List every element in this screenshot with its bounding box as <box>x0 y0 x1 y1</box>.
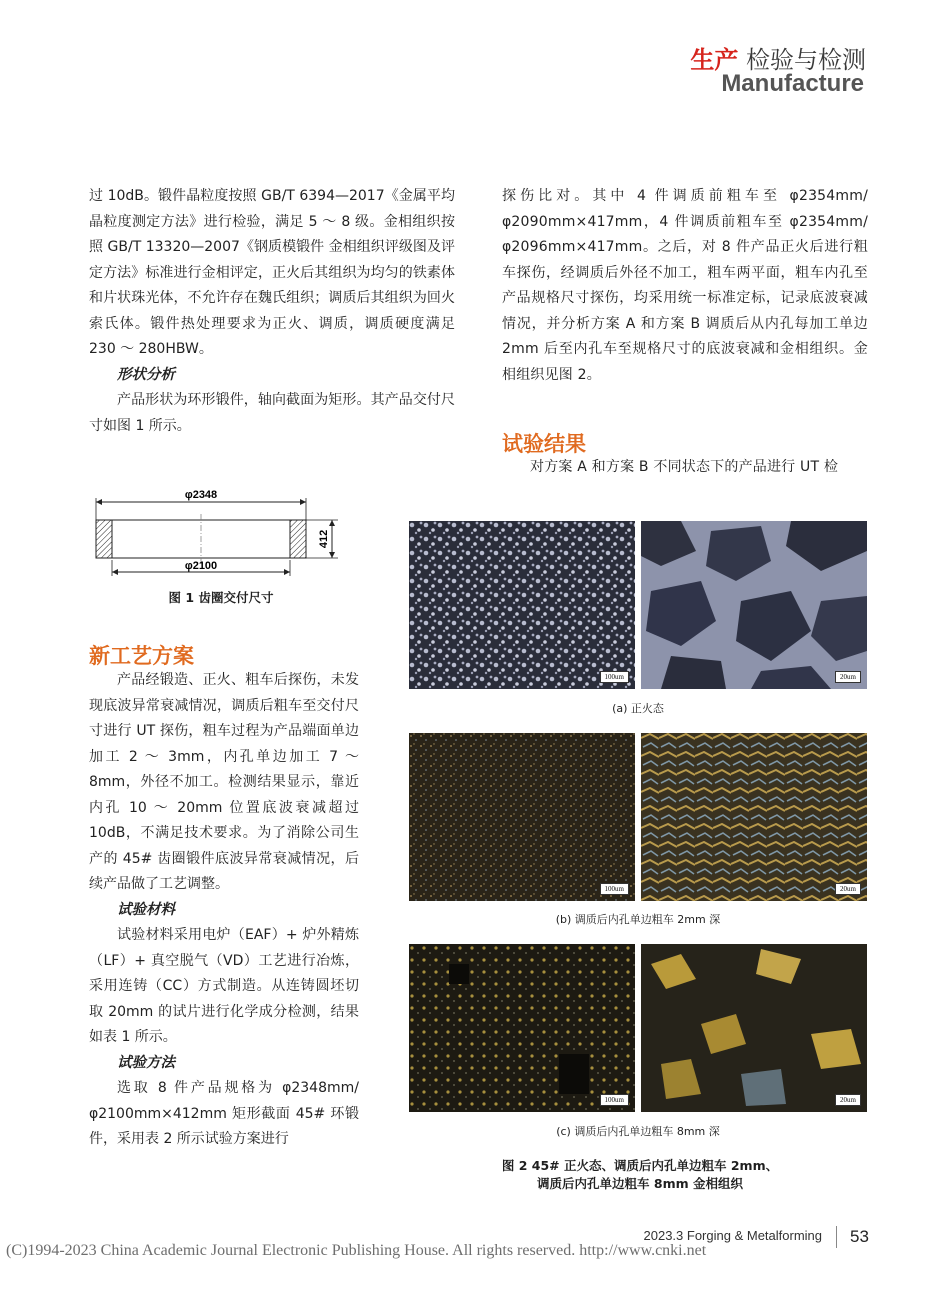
right-column <box>502 184 868 388</box>
left-column-bottom <box>89 668 359 1153</box>
right-column-results <box>502 455 868 481</box>
paragraph-new-process: 产品经锻造、正火、粗车后探伤，未发现底波异常衰减情况，调质后粗车至交付尺寸进行 UT 探伤，粗车过程为产品端面单边加工 2 ～ 3mm，内孔单边加工 7 ～ 8mm，外径不加工。检测结果显示，靠近内孔 10 ～ 20mm 位置底波衰减超过 10dB，不满足技术要求。为了消除公司生产的 45# 齿圈锻件底波异常衰减情况，后续产品做了工艺调整。 <box>89 672 359 892</box>
footer-divider <box>836 1226 837 1248</box>
test-material-heading: 试验材料 <box>117 901 175 918</box>
figure-1-caption: 图 1 齿圈交付尺寸 <box>168 590 274 605</box>
left-column-top <box>89 184 455 439</box>
shape-analysis-heading: 形状分析 <box>117 366 175 383</box>
micrograph-c-100um <box>409 944 635 1112</box>
section-title-results: 试验结果 <box>502 432 586 456</box>
paragraph-grain-size: 过 10dB。锻件晶粒度按照 GB/T 6394—2017《金属平均晶粒度测定方法》进行检验，满足 5 ～ 8 级。金相组织按照 GB/T 13320—2007《钢质模锻件 金相组织评级图及评定方法》标准进行金相评定，正火后其组织为均匀的铁素体和片状珠光体，不允许存在魏氏组织；调质后其组织为回火索氏体。锻件热处理要求为正火、调质，调质硬度满足 230 ～ 280HBW。 <box>89 188 455 357</box>
figure-1-drawing <box>88 486 358 586</box>
section-header-red: 生产 <box>690 46 739 74</box>
micrograph-c-20um <box>641 944 867 1112</box>
section-header-en: Manufacture <box>721 70 864 97</box>
dimension-height: 412 <box>318 529 330 549</box>
micrograph-a-100um <box>409 521 635 689</box>
scale-bar-100um: 100um <box>600 883 629 895</box>
micrograph-b-100um <box>409 733 635 901</box>
figure-2-caption-line-2: 调质后内孔单边粗车 8mm 金相组织 <box>537 1176 743 1191</box>
scale-bar-100um: 100um <box>600 1094 629 1106</box>
scale-bar-20um: 20um <box>835 671 861 683</box>
scale-bar-100um: 100um <box>600 671 629 683</box>
figure-2c-caption: (c) 调质后内孔单边粗车 8mm 深 <box>556 1125 720 1138</box>
figure-2b-caption: (b) 调质后内孔单边粗车 2mm 深 <box>555 913 721 926</box>
section-header-rest: 检验与检测 <box>738 46 866 74</box>
copyright-watermark: (C)1994-2023 China Academic Journal Electronic Publishing House. All rights reserved. http://www.cnki.net <box>6 1242 707 1259</box>
figure-2-caption <box>470 1157 810 1193</box>
paragraph-flaw-comparison: 探伤比对。其中 4 件调质前粗车至 φ2354mm/φ2090mm×417mm，4 件调质前粗车至 φ2354mm/φ2096mm×417mm。之后，对 8 件产品正火后进行粗车探伤，经调质后外径不加工，粗车两平面，粗车内孔至产品规格尺寸探伤，均采用统一标准定标，记录底波衰减情况，并分析方案 A 和方案 B 调质后从内孔每加工单边 2mm 后至内孔车至规格尺寸的底波衰减和金相组织。金相组织见图 2。 <box>502 188 868 383</box>
paragraph-results: 对方案 A 和方案 B 不同状态下的产品进行 UT 检 <box>530 459 839 475</box>
micrograph-a-20um <box>641 521 867 689</box>
scale-bar-20um: 20um <box>835 883 861 895</box>
test-method-heading: 试验方法 <box>117 1054 175 1071</box>
journal-issue: 2023.3 Forging & Metalforming <box>643 1228 822 1243</box>
paragraph-test-material: 试验材料采用电炉（EAF）+ 炉外精炼（LF）+ 真空脱气（VD）工艺进行冶炼，采用连铸（CC）方式制造。从连铸圆坯切取 20mm 的试片进行化学成分检测，结果如表 1 所示。 <box>89 927 359 1045</box>
paragraph-test-method: 选取 8 件产品规格为 φ2348mm/φ2100mm×412mm 矩形截面 45# 环锻件，采用表 2 所示试验方案进行 <box>89 1080 359 1147</box>
figure-2-caption-line-1: 图 2 45# 正火态、调质后内孔单边粗车 2mm、 <box>501 1158 779 1173</box>
dimension-outer-diameter: φ2348 <box>184 489 218 501</box>
figure-2a-caption: (a) 正火态 <box>612 702 664 715</box>
scale-bar-20um: 20um <box>835 1094 861 1106</box>
paragraph-shape: 产品形状为环形锻件，轴向截面为矩形。其产品交付尺寸如图 1 所示。 <box>89 392 455 434</box>
section-title-new-process: 新工艺方案 <box>89 644 194 668</box>
page-number: 53 <box>850 1227 869 1246</box>
dimension-inner-diameter: φ2100 <box>184 560 218 572</box>
micrograph-b-20um <box>641 733 867 901</box>
